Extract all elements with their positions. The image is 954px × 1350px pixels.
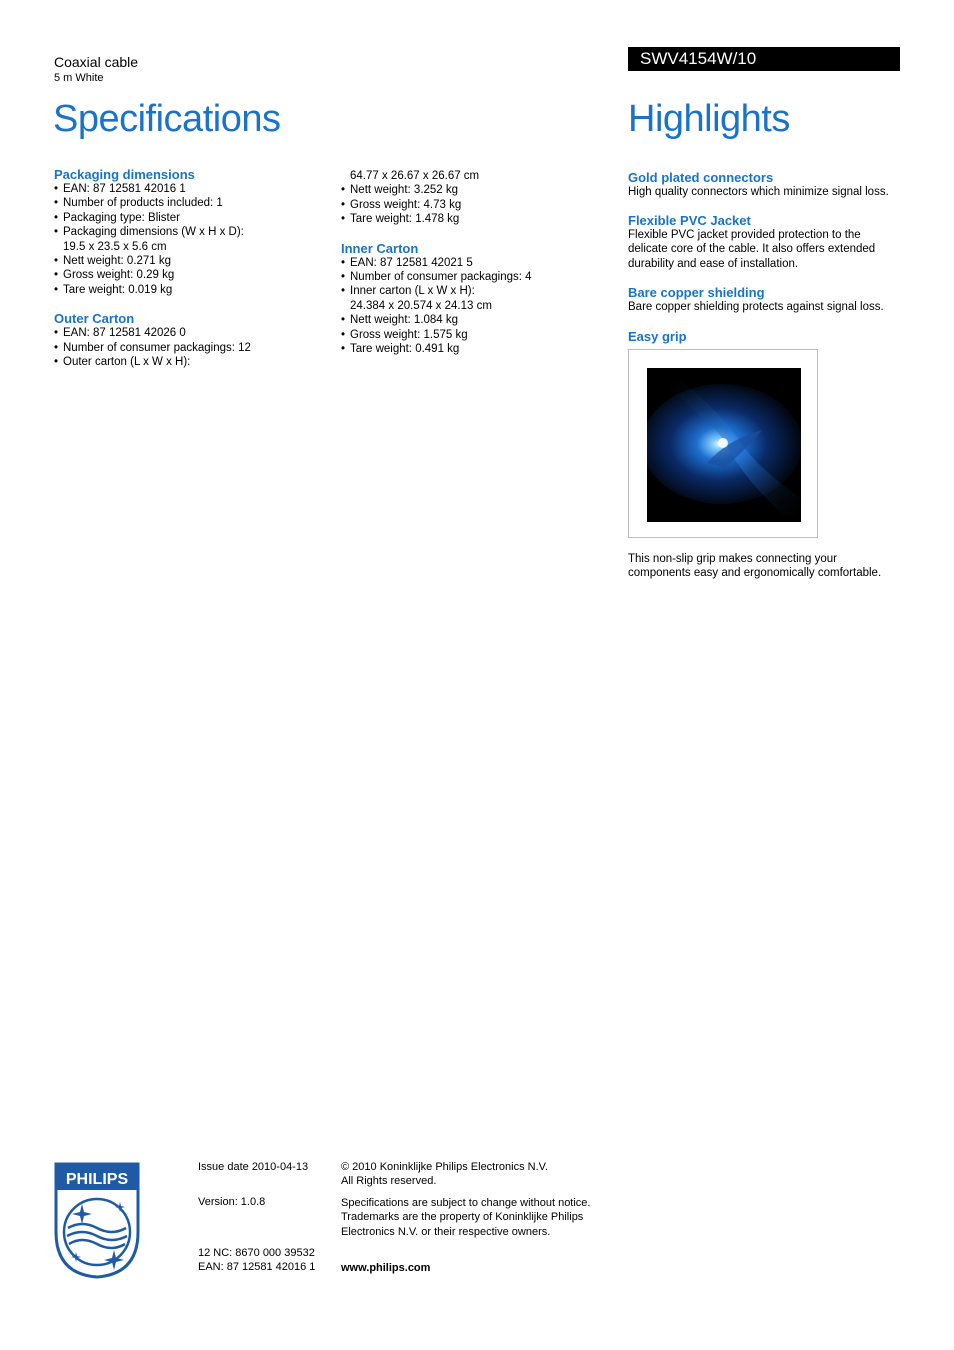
website-link[interactable]: www.philips.com — [341, 1262, 431, 1275]
model-number: SWV4154W/10 — [640, 49, 757, 68]
list-item: • EAN: 87 12581 42021 5 — [341, 256, 601, 270]
list-item: • Number of products included: 1 — [54, 196, 314, 210]
list-item: • Packaging type: Blister — [54, 211, 314, 225]
list-item: • Tare weight: 0.019 kg — [54, 283, 314, 297]
list-item-continuation: 19.5 x 23.5 x 5.6 cm — [63, 240, 167, 253]
notice-line: Specifications are subject to change without notice. — [341, 1196, 591, 1209]
list-item: • Gross weight: 4.73 kg — [341, 198, 601, 212]
highlight-body: Flexible PVC jacket provided protection to the delicate core of the cable. It also offers extended durability and ease of installation. — [628, 229, 876, 270]
list-item: • EAN: 87 12581 42016 1 — [54, 182, 314, 196]
highlight-body: Bare copper shielding protects against signal loss. — [628, 301, 884, 313]
model-number-bar — [628, 47, 900, 71]
brand-text: PHILIPS — [65, 1171, 129, 1188]
list-item: • Nett weight: 3.252 kg — [341, 183, 601, 197]
spec-column-left — [54, 167, 314, 369]
packaging-list — [54, 182, 314, 240]
highlight-title: Bare copper shielding — [628, 285, 765, 300]
product-name: Coaxial cable — [54, 54, 139, 70]
highlight-gold-connectors — [628, 170, 900, 199]
highlight-copper-shielding — [628, 285, 900, 314]
product-image — [647, 368, 801, 522]
highlight-body: High quality connectors which minimize signal loss. — [628, 186, 889, 198]
notice-line: Electronics N.V. or their respective owners. — [341, 1225, 551, 1238]
version: Version: 1.0.8 — [198, 1196, 266, 1209]
list-item: • Nett weight: 0.271 kg — [54, 254, 314, 268]
highlights-heading: Highlights — [628, 98, 790, 140]
footer-legal — [341, 1160, 621, 1275]
list-item: • Tare weight: 1.478 kg — [341, 212, 601, 226]
copyright-line: All Rights reserved. — [341, 1175, 437, 1188]
highlight-easy-grip-title — [628, 329, 900, 344]
notice-line: Trademarks are the property of Koninklijke Philips — [341, 1211, 584, 1224]
issue-date: Issue date 2010-04-13 — [198, 1161, 309, 1173]
section-title-packaging: Packaging dimensions — [54, 167, 195, 182]
outer-carton-weight-list — [341, 183, 601, 226]
list-item: • Outer carton (L x W x H): — [54, 355, 314, 369]
inner-carton-weight-list — [341, 313, 601, 356]
specifications-heading: Specifications — [53, 98, 281, 140]
product-image-frame — [628, 349, 818, 538]
spec-column-right — [341, 169, 601, 356]
philips-shield-icon — [54, 1162, 140, 1279]
product-variant: 5 m White — [54, 72, 104, 84]
list-item-continuation: 64.77 x 26.67 x 26.67 cm — [350, 170, 480, 182]
copyright-line: © 2010 Koninklijke Philips Electronics N.V. — [341, 1161, 549, 1173]
list-item: • EAN: 87 12581 42026 0 — [54, 326, 314, 340]
footer-meta — [198, 1160, 328, 1275]
ean-number: EAN: 87 12581 42016 1 — [198, 1261, 316, 1274]
outer-carton-list — [54, 326, 314, 369]
list-item: • Inner carton (L x W x H): — [341, 284, 601, 298]
blue-light-graphic — [647, 368, 801, 522]
list-item: • Nett weight: 1.084 kg — [341, 313, 601, 327]
section-title-outer-carton: Outer Carton — [54, 311, 135, 327]
section-title-inner-carton: Inner Carton — [341, 240, 419, 256]
highlight-title: Easy grip — [628, 329, 687, 344]
highlight-title: Gold plated connectors — [628, 170, 774, 185]
list-item: • Tare weight: 0.491 kg — [341, 342, 601, 356]
packaging-weight-list — [54, 254, 314, 297]
highlight-pvc-jacket — [628, 213, 900, 271]
list-item: • Gross weight: 0.29 kg — [54, 268, 314, 282]
list-item: • Packaging dimensions (W x H x D): — [54, 225, 314, 239]
highlight-easy-grip-body — [628, 552, 900, 581]
highlight-body: This non-slip grip makes connecting your components easy and ergonomically comfortable. — [628, 553, 882, 580]
nc-number: 12 NC: 8670 000 39532 — [198, 1246, 315, 1259]
list-item-continuation: 24.384 x 20.574 x 24.13 cm — [350, 299, 492, 312]
list-item: • Number of consumer packagings: 4 — [341, 270, 601, 284]
highlight-title: Flexible PVC Jacket — [628, 213, 751, 228]
list-item: • Gross weight: 1.575 kg — [341, 328, 601, 342]
list-item: • Number of consumer packagings: 12 — [54, 341, 314, 355]
philips-shield-logo — [54, 1162, 140, 1279]
inner-carton-list — [341, 256, 601, 299]
